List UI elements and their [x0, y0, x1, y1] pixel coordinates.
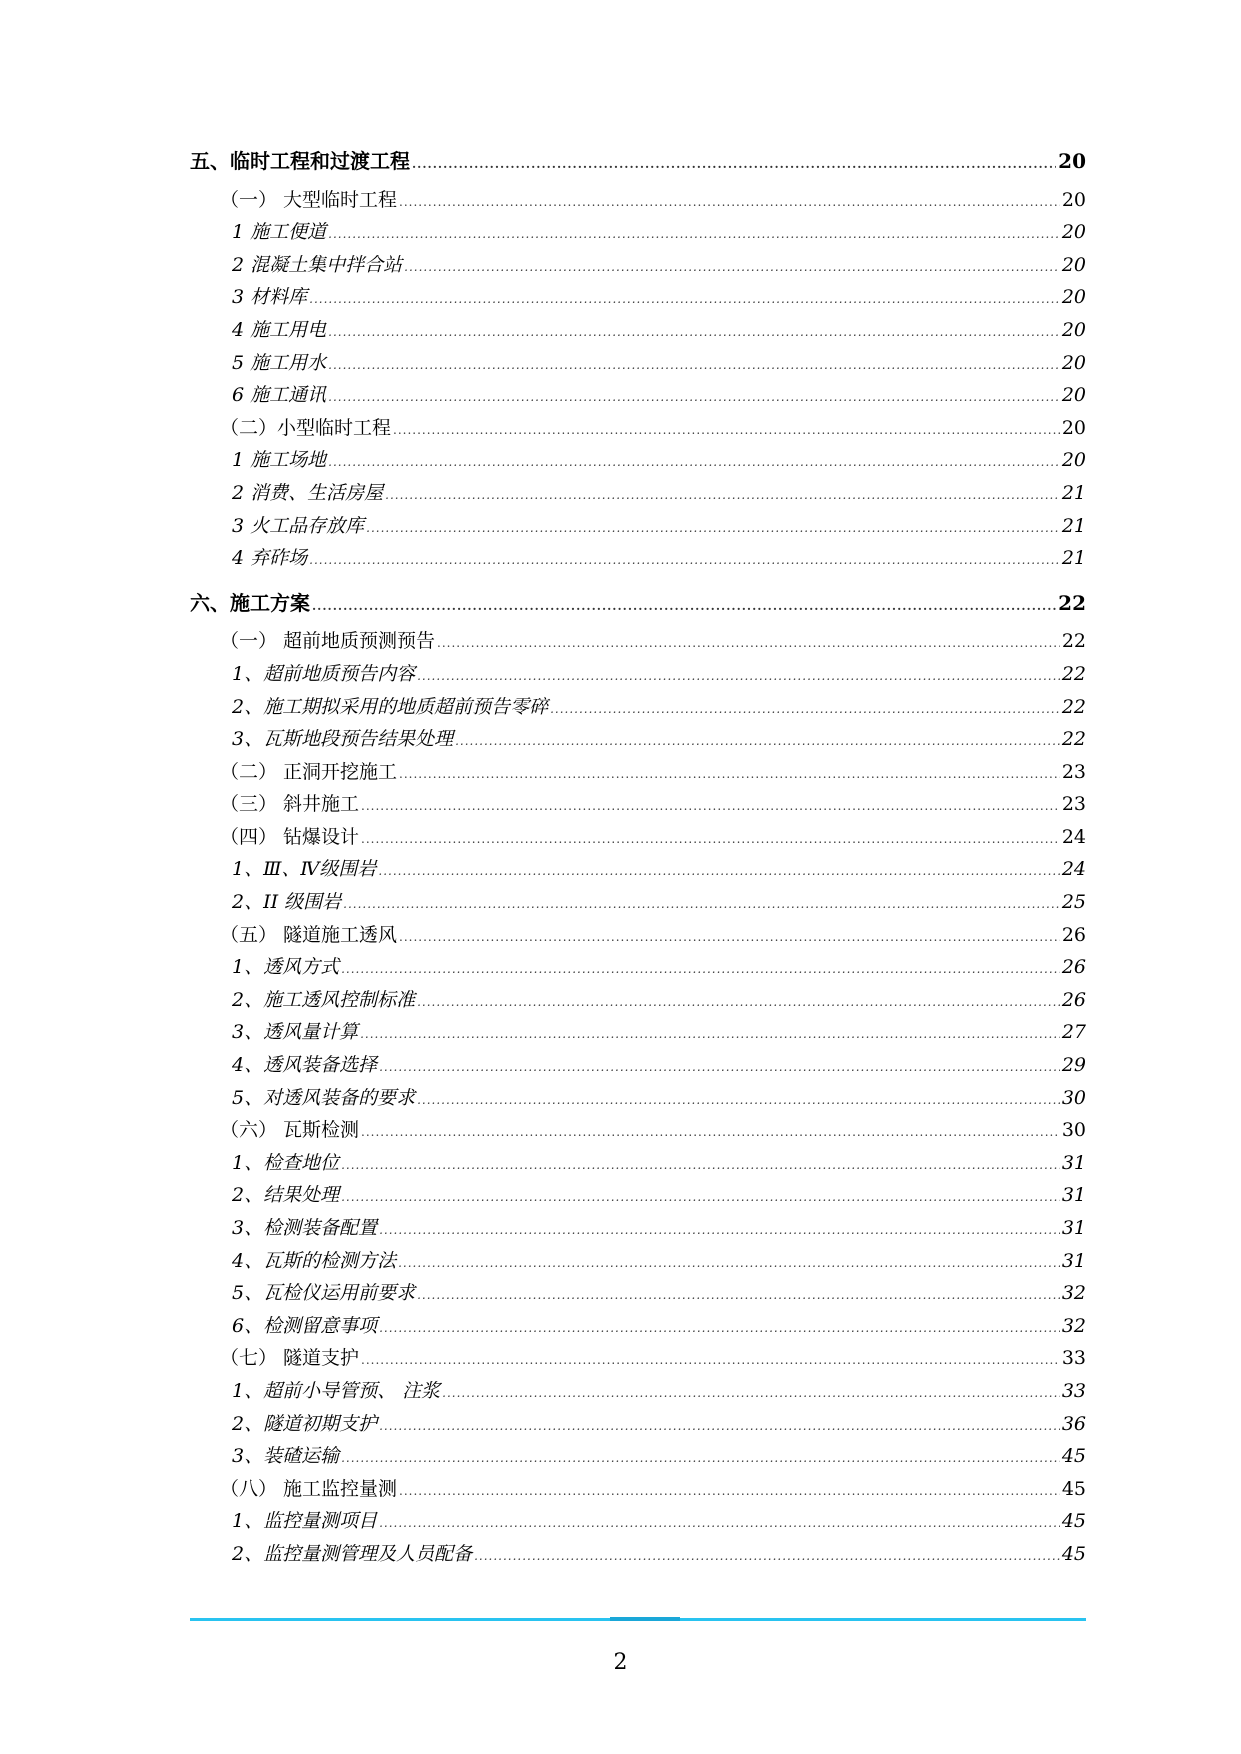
- dot-leader: [341, 1149, 1060, 1182]
- footer-rule-accent: [610, 1617, 680, 1621]
- dot-leader: [399, 758, 1060, 791]
- toc-entry[interactable]: [190, 625, 1086, 658]
- toc-entry-page: 26: [1061, 988, 1086, 1011]
- toc-entry-page: 22: [1061, 728, 1086, 751]
- toc-entry-page: 30: [1061, 1119, 1086, 1142]
- dot-leader: [361, 790, 1060, 823]
- toc-entry[interactable]: [190, 249, 1086, 282]
- toc-entry[interactable]: [190, 587, 1086, 620]
- toc-entry-title: （七） 隧道支护: [220, 1347, 360, 1370]
- toc-entry-page: 31: [1061, 1217, 1086, 1239]
- toc-entry-title: 4 弃砟场: [232, 547, 308, 570]
- toc-entry[interactable]: [190, 281, 1086, 314]
- dot-leader: [442, 1377, 1060, 1410]
- toc-entry-title: （六） 瓦斯检测: [220, 1119, 360, 1142]
- toc-entry[interactable]: [190, 145, 1086, 178]
- toc-entry-page: 45: [1061, 1510, 1086, 1533]
- dot-leader: [417, 986, 1060, 1019]
- toc-entry-title: 1、监控量测项目: [232, 1510, 378, 1533]
- toc-entry-page: 26: [1061, 956, 1086, 979]
- toc-entry-page: 21: [1061, 547, 1086, 570]
- toc-entry-page: 20: [1061, 221, 1086, 244]
- toc-entry[interactable]: [190, 1212, 1086, 1245]
- toc-entry-page: 20: [1058, 149, 1086, 173]
- toc-entry[interactable]: [190, 821, 1086, 854]
- toc-entry-title: （二） 正洞开挖施工: [220, 760, 398, 783]
- toc-entry[interactable]: [190, 1505, 1086, 1538]
- toc-entry-title: 2、监控量测管理及人员配备: [232, 1542, 473, 1565]
- dot-leader: [360, 1018, 1060, 1051]
- dot-leader: [328, 381, 1060, 414]
- dot-leader: [455, 725, 1060, 758]
- toc-entry-title: 2、II 级围岩: [232, 891, 342, 914]
- toc-entry-title: 4、瓦斯的检测方法: [232, 1249, 397, 1272]
- toc-entry[interactable]: [190, 1408, 1086, 1441]
- dot-leader: [361, 1116, 1060, 1149]
- toc-entry[interactable]: [190, 542, 1086, 575]
- toc-entry-title: 3、瓦斯地段预告结果处理: [232, 728, 454, 751]
- toc-entry-title: （一） 超前地质预测预告: [220, 630, 436, 653]
- dot-leader: [399, 1475, 1060, 1508]
- dot-leader: [361, 1344, 1060, 1377]
- toc-entry[interactable]: [190, 1440, 1086, 1473]
- toc-entry[interactable]: [190, 1310, 1086, 1343]
- toc-entry[interactable]: [190, 723, 1086, 756]
- toc-entry-page: 33: [1061, 1347, 1086, 1370]
- dot-leader: [328, 218, 1060, 251]
- toc-entry[interactable]: [190, 444, 1086, 477]
- toc-entry-title: 1 施工场地: [232, 449, 327, 472]
- toc-entry-page: 20: [1061, 286, 1086, 309]
- toc-entry-page: 36: [1061, 1412, 1086, 1435]
- toc-entry-page: 22: [1061, 695, 1086, 718]
- dot-leader: [398, 1247, 1060, 1280]
- dot-leader: [379, 1410, 1060, 1443]
- toc-entry-title: 2、隧道初期支护: [232, 1412, 378, 1435]
- toc-entry[interactable]: [190, 1245, 1086, 1278]
- toc-entry-page: 25: [1061, 891, 1086, 914]
- toc-entry-page: 29: [1061, 1054, 1086, 1077]
- toc-entry[interactable]: [190, 314, 1086, 347]
- dot-leader: [343, 888, 1060, 921]
- dot-leader: [361, 823, 1060, 856]
- toc-entry-title: 2、施工透风控制标准: [232, 988, 416, 1011]
- dot-leader: [404, 251, 1060, 284]
- toc-entry-page: 20: [1061, 384, 1086, 407]
- toc-entry-title: （一） 大型临时工程: [220, 188, 398, 211]
- dot-leader: [328, 446, 1060, 479]
- toc-entry[interactable]: [190, 1049, 1086, 1082]
- toc-entry-page: 23: [1061, 760, 1086, 783]
- dot-leader: [379, 1051, 1060, 1084]
- toc-entry-page: 20: [1061, 188, 1086, 211]
- toc-entry-page: 24: [1061, 858, 1086, 881]
- toc-entry-title: 3、检测装备配置: [232, 1217, 378, 1239]
- toc-entry-page: 21: [1061, 481, 1086, 504]
- toc-entry-page: 20: [1061, 416, 1086, 439]
- toc-entry-title: 3、装碴运输: [232, 1445, 340, 1468]
- toc-entry[interactable]: [190, 1375, 1086, 1408]
- toc-entry[interactable]: [190, 1538, 1086, 1571]
- toc-entry-title: 2 混凝土集中拌合站: [232, 253, 403, 276]
- toc-entry-page: 27: [1061, 1021, 1086, 1044]
- dot-leader: [328, 316, 1060, 349]
- toc-entry-page: 31: [1061, 1184, 1086, 1207]
- toc-entry-title: 1 施工便道: [232, 221, 327, 244]
- toc-entry-title: 1、超前小导管预、 注浆: [232, 1379, 441, 1402]
- toc-entry-page: 23: [1061, 793, 1086, 816]
- dot-leader: [379, 1507, 1060, 1540]
- toc-entry[interactable]: [190, 919, 1086, 952]
- toc-entry[interactable]: [190, 951, 1086, 984]
- toc-entry-page: 20: [1061, 449, 1086, 472]
- toc-entry-title: 2 消费、生活房屋: [232, 481, 384, 504]
- dot-leader: [393, 414, 1060, 447]
- dot-leader: [341, 1181, 1060, 1214]
- dot-leader: [328, 349, 1060, 382]
- toc-entry[interactable]: [190, 1179, 1086, 1212]
- toc-entry[interactable]: [190, 379, 1086, 412]
- dot-leader: [379, 1214, 1060, 1247]
- toc-entry[interactable]: [190, 510, 1086, 543]
- toc-entry-page: 21: [1061, 514, 1086, 537]
- toc-entry-page: 26: [1061, 923, 1086, 946]
- toc-entry-page: 45: [1061, 1445, 1086, 1468]
- toc-entry-page: 22: [1058, 590, 1086, 615]
- toc-entry-title: （三） 斜井施工: [220, 793, 360, 816]
- dot-leader: [312, 590, 1056, 623]
- toc-entry[interactable]: [190, 412, 1086, 445]
- toc-entry-title: 5、对透风装备的要求: [232, 1086, 416, 1109]
- toc-entry-title: 6 施工通讯: [232, 384, 327, 407]
- toc-entry-title: 3 材料库: [232, 286, 308, 309]
- dot-leader: [366, 512, 1060, 545]
- dot-leader: [412, 148, 1056, 181]
- toc-entry[interactable]: [190, 886, 1086, 919]
- dot-leader: [437, 627, 1060, 660]
- toc-entry[interactable]: [190, 1277, 1086, 1310]
- toc-entry[interactable]: [190, 756, 1086, 789]
- toc-entry-page: 20: [1061, 318, 1086, 341]
- dot-leader: [385, 479, 1060, 512]
- toc-entry-page: 32: [1061, 1282, 1086, 1305]
- dot-leader: [378, 855, 1059, 888]
- dot-leader: [309, 544, 1060, 577]
- toc-entry[interactable]: [190, 1342, 1086, 1375]
- dot-leader: [309, 283, 1060, 316]
- toc-entry[interactable]: [190, 691, 1086, 724]
- toc-entry-title: 6、检测留意事项: [232, 1314, 378, 1337]
- dot-leader: [341, 953, 1060, 986]
- toc-entry-title: （二）小型临时工程: [220, 416, 392, 439]
- toc-entry-page: 32: [1061, 1314, 1086, 1337]
- toc-entry-title: 1、超前地质预告内容: [232, 662, 416, 685]
- toc-entry-page: 22: [1061, 662, 1086, 685]
- toc-entry[interactable]: [190, 788, 1086, 821]
- toc-entry-title: 4 施工用电: [232, 318, 327, 341]
- toc-entry-page: 31: [1061, 1249, 1086, 1272]
- toc-entry[interactable]: [190, 477, 1086, 510]
- toc-entry-title: 2、施工期拟采用的地质超前预告零碎: [232, 695, 549, 718]
- toc-entry-page: 22: [1061, 630, 1086, 653]
- toc-entry[interactable]: [190, 984, 1086, 1017]
- toc-entry[interactable]: [190, 1114, 1086, 1147]
- dot-leader: [417, 1084, 1060, 1117]
- toc-entry-page: 45: [1061, 1477, 1086, 1500]
- toc-entry-title: 五、临时工程和过渡工程: [190, 149, 410, 173]
- page-number: 2: [613, 1650, 628, 1675]
- toc-entry-page: 45: [1061, 1542, 1086, 1565]
- toc-entry-page: 30: [1061, 1086, 1086, 1109]
- toc-entry-title: 3 火工品存放库: [232, 514, 365, 537]
- toc-entry-page: 33: [1061, 1379, 1086, 1402]
- toc-entry-page: 20: [1061, 253, 1086, 276]
- toc-entry[interactable]: [190, 1147, 1086, 1180]
- toc-entry-title: （八） 施工监控量测: [220, 1477, 398, 1500]
- dot-leader: [550, 693, 1060, 726]
- toc-entry-page: 31: [1061, 1151, 1086, 1174]
- toc-entry-title: 3、透风量计算: [232, 1021, 359, 1044]
- table-of-contents: [190, 145, 1086, 1571]
- toc-entry-title: 5、瓦检仪运用前要求: [232, 1282, 416, 1305]
- toc-entry[interactable]: [190, 1473, 1086, 1506]
- toc-entry[interactable]: [190, 658, 1086, 691]
- toc-entry-title: 4、透风装备选择: [232, 1054, 378, 1077]
- toc-entry[interactable]: [190, 184, 1086, 217]
- dot-leader: [474, 1540, 1060, 1573]
- toc-entry[interactable]: [190, 216, 1086, 249]
- dot-leader: [417, 1279, 1060, 1312]
- dot-leader: [379, 1312, 1060, 1345]
- toc-entry-page: 20: [1061, 351, 1086, 374]
- dot-leader: [341, 1442, 1060, 1475]
- toc-entry[interactable]: [190, 1016, 1086, 1049]
- toc-entry[interactable]: [190, 1082, 1086, 1115]
- toc-entry-title: 1、Ⅲ、Ⅳ级围岩: [232, 858, 377, 881]
- toc-entry-title: 2、结果处理: [232, 1184, 340, 1207]
- toc-entry-title: （四） 钻爆设计: [220, 825, 360, 848]
- toc-entry-title: （五） 隧道施工透风: [220, 923, 398, 946]
- toc-entry[interactable]: [190, 853, 1086, 886]
- toc-entry-title: 5 施工用水: [232, 351, 327, 374]
- toc-entry-title: 1、检查地位: [232, 1151, 340, 1174]
- toc-entry-page: 24: [1061, 825, 1086, 848]
- dot-leader: [399, 921, 1060, 954]
- dot-leader: [399, 186, 1060, 219]
- toc-entry-title: 1、透风方式: [232, 956, 340, 979]
- toc-entry-title: 六、施工方案: [190, 590, 310, 615]
- dot-leader: [417, 660, 1060, 693]
- toc-entry[interactable]: [190, 347, 1086, 380]
